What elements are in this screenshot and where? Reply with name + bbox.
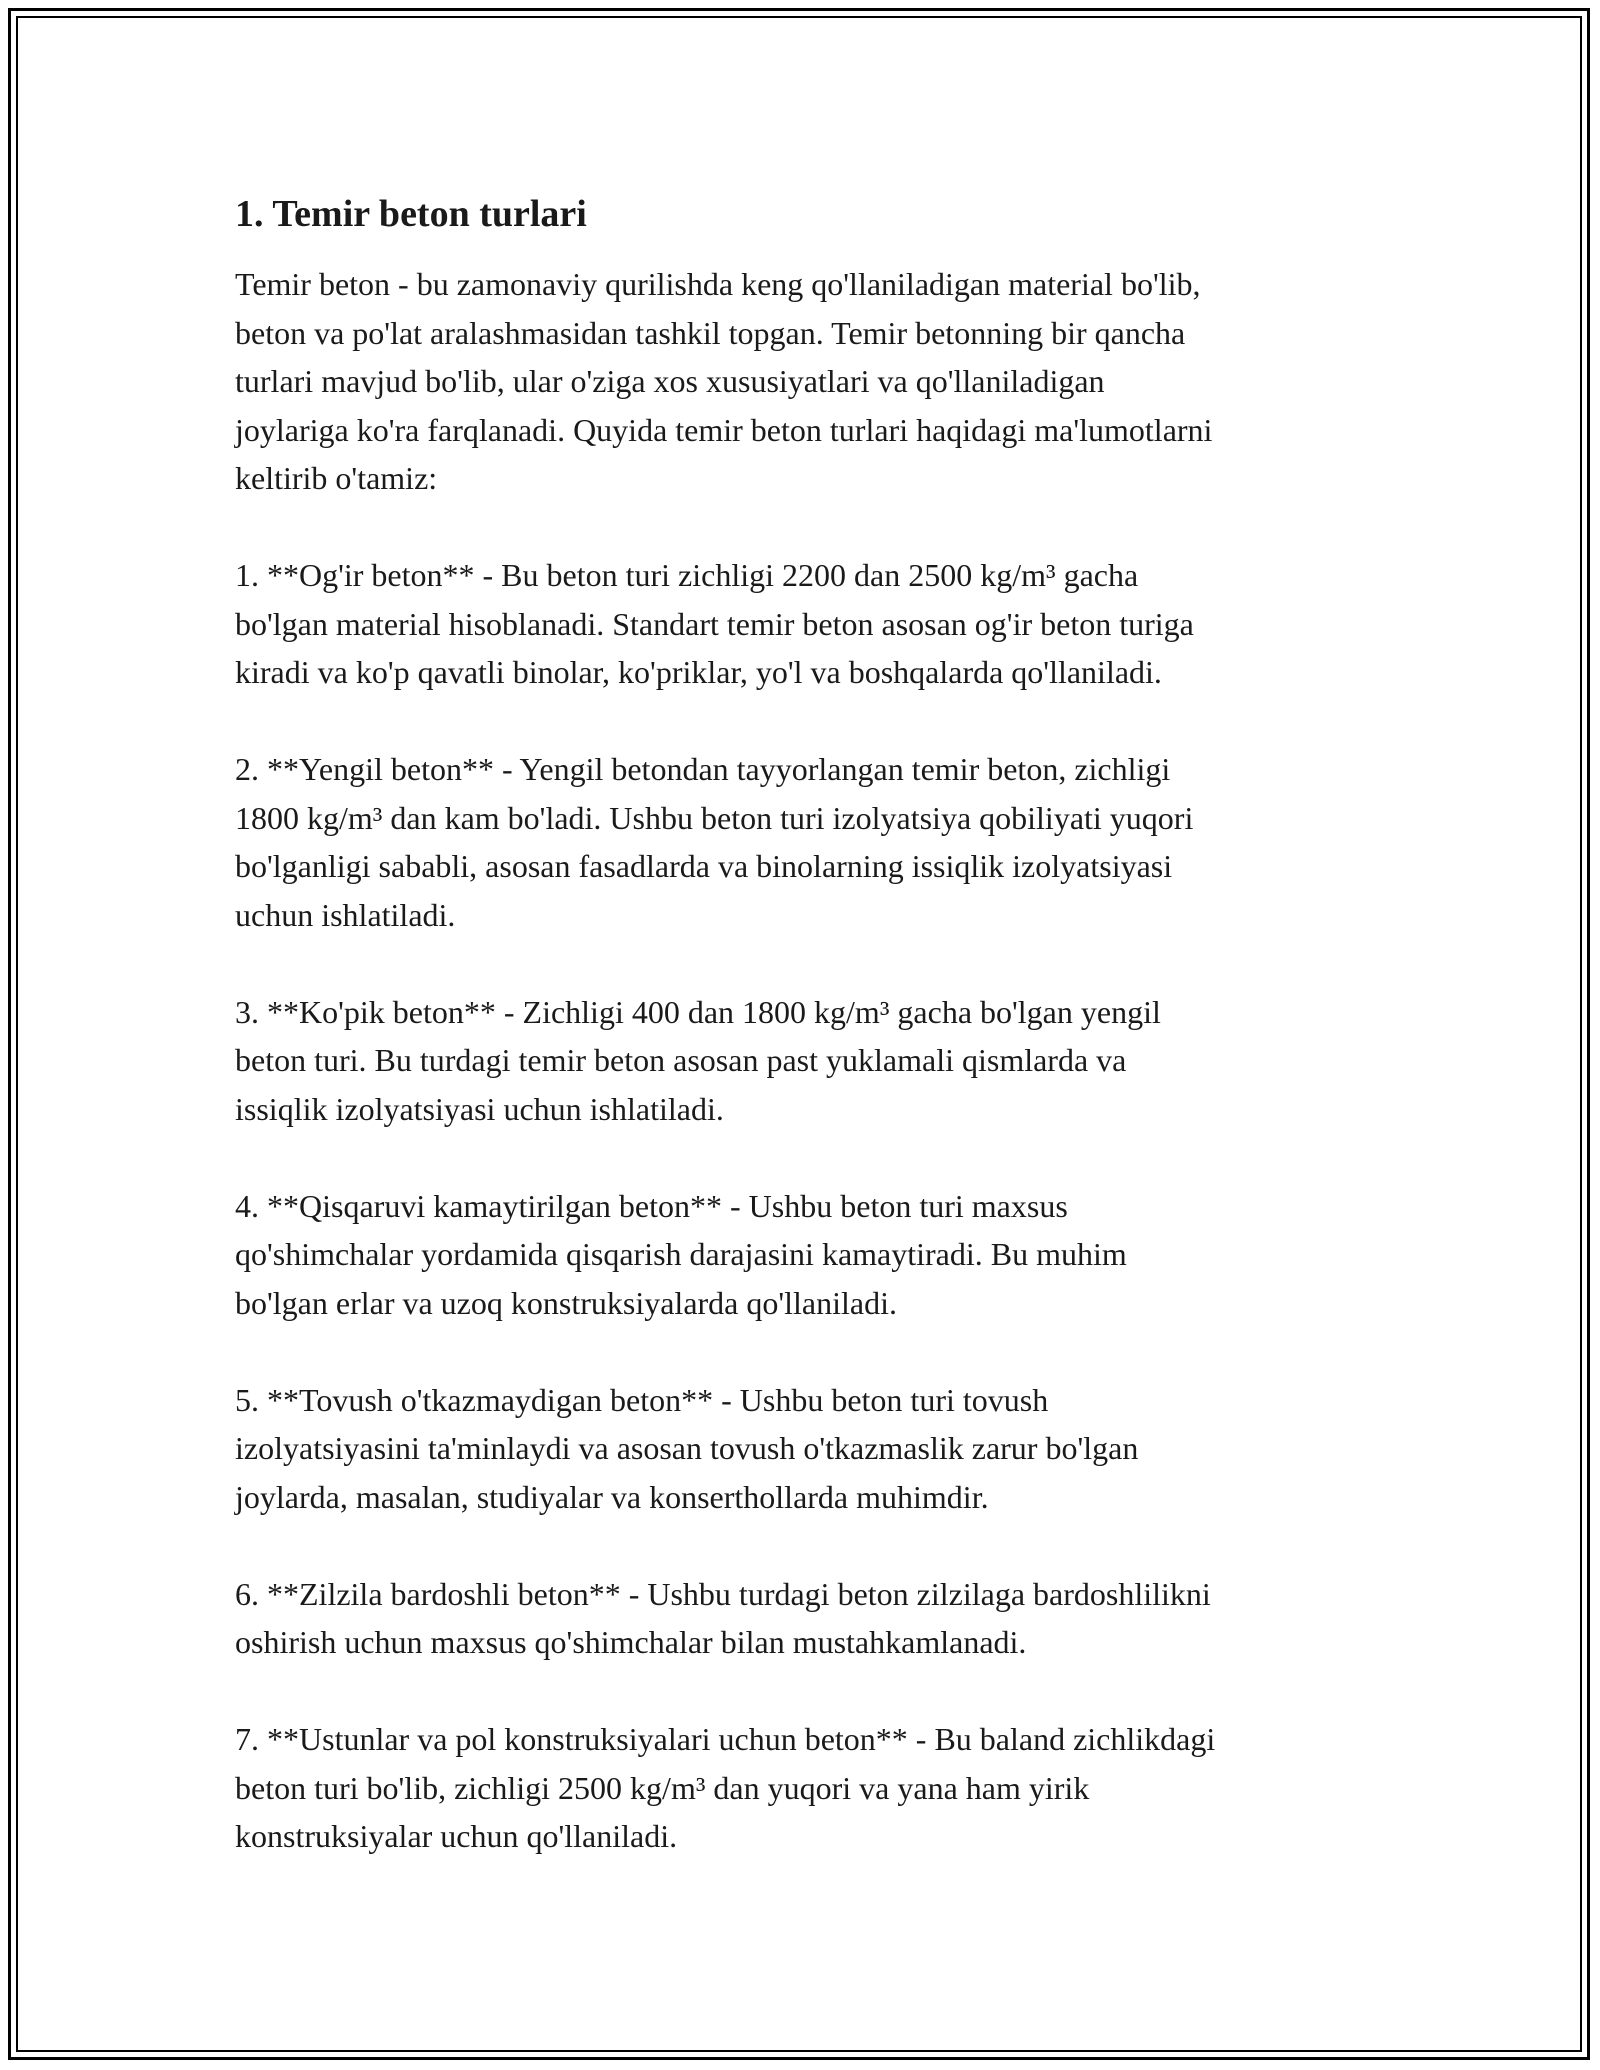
document-title: 1. Temir beton turlari xyxy=(235,193,587,235)
document-body xyxy=(235,190,1365,1909)
paragraph-light-concrete: 2. **Yengil beton** - Yengil betondan tayyorlangan temir beton, zichligi 1800 kg/m³ dan kam bo'ladi. Ushbu beton turi izolyatsiya qobiliyati yuqori bo'lganligi sababli, asosan fasadlarda va binolarning issiqlik izolyatsiyasi uchun ishlatiladi. xyxy=(235,751,1194,933)
paragraph-column-floor-concrete: 7. **Ustunlar va pol konstruksiyalari uchun beton** - Bu baland zichlikdagi beton turi bo'lib, zichligi 2500 kg/m³ dan yuqori va yana ham yirik konstruksiyalar uchun qo'llaniladi. xyxy=(235,1721,1216,1854)
paragraph-earthquake-resistant-concrete: 6. **Zilzila bardoshli beton** - Ushbu turdagi beton zilzilaga bardoshlilikni oshirish uchun maxsus qo'shimchalar bilan mustahkamlanadi. xyxy=(235,1575,1211,1660)
paragraph-shrinkage-reduced-concrete: 4. **Qisqaruvi kamaytirilgan beton** - Ushbu beton turi maxsus qo'shimchalar yordamida qisqarish darajasini kamaytiradi. Bu muhim bo'lgan erlar va uzoq konstruksiyalarda qo'llaniladi. xyxy=(235,1187,1127,1321)
paragraph-heavy-concrete: 1. **Og'ir beton** - Bu beton turi zichligi 2200 dan 2500 kg/m³ gacha bo'lgan material hisoblanadi. Standart temir beton asosan og'ir beton turiga kiradi va ko'p qavatli binolar, ko'priklar, yo'l va boshqalarda qo'llaniladi. xyxy=(235,557,1194,690)
paragraph-soundproof-concrete: 5. **Tovush o'tkazmaydigan beton** - Ushbu beton turi tovush izolyatsiyasini ta'minlaydi va asosan tovush o'tkazmaslik zarur bo'lgan joylarda, masalan, studiyalar va konserthollarda muhimdir. xyxy=(235,1381,1139,1515)
intro-paragraph: Temir beton - bu zamonaviy qurilishda keng qo'llaniladigan material bo'lib, beton va po'lat aralashmasidan tashkil topgan. Temir betonning bir qancha turlari mavjud bo'lib, ular o'ziga xos xususiyatlari va qo'llaniladigan joylariga ko'ra farqlanadi. Quyida temir beton turlari haqidagi ma'lumotlarni keltirib o'tamiz: xyxy=(235,266,1213,496)
paragraph-foam-concrete: 3. **Ko'pik beton** - Zichligi 400 dan 1800 kg/m³ gacha bo'lgan yengil beton turi. Bu turdagi temir beton asosan past yuklamali qismlarda va issiqlik izolyatsiyasi uchun ishlatiladi. xyxy=(235,993,1161,1127)
